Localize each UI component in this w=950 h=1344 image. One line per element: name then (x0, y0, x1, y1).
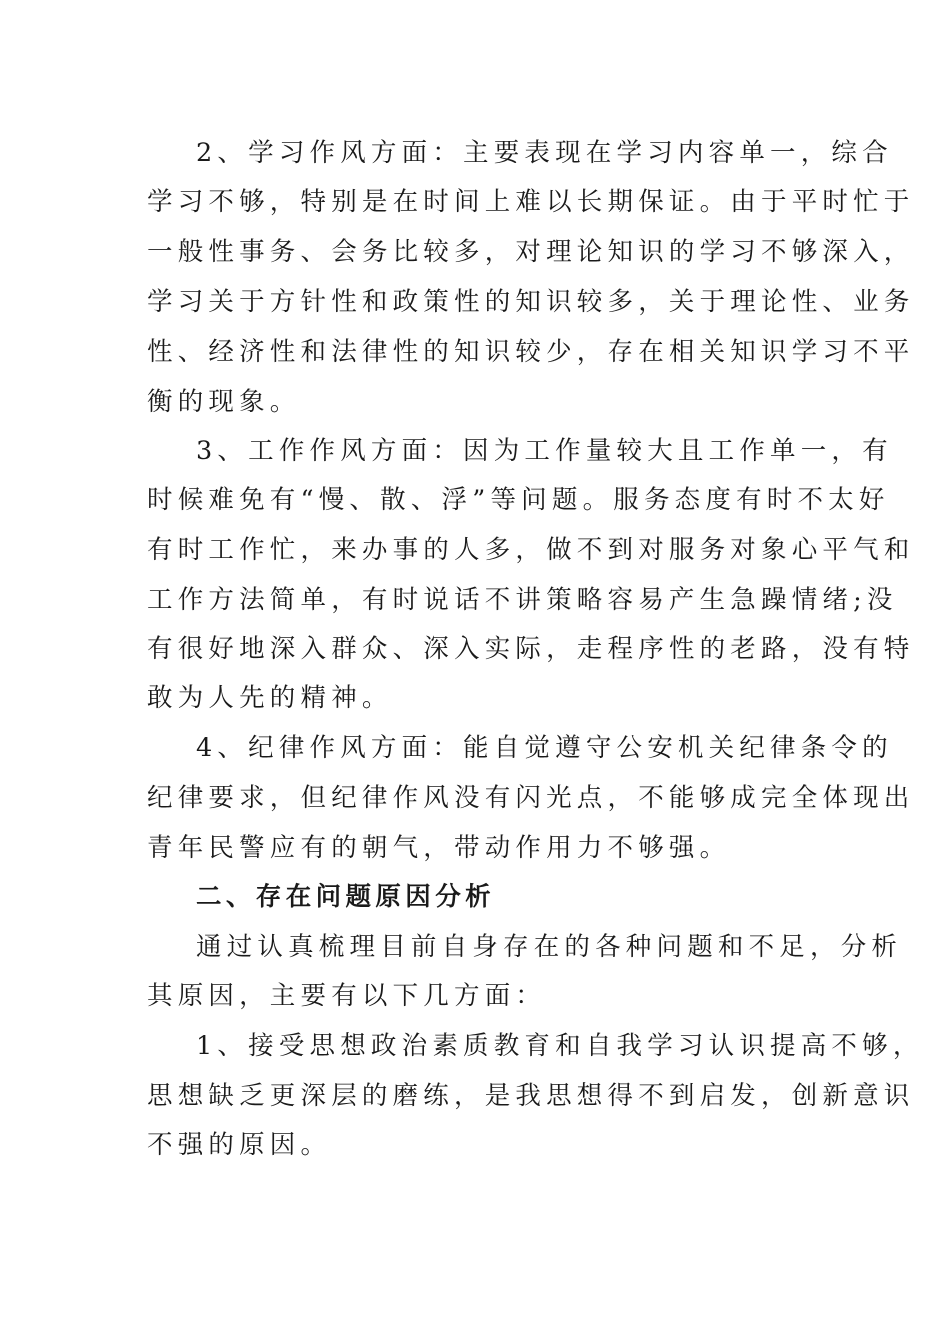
cause-1-line-3: 不强的原因。 (147, 1130, 332, 1160)
paragraph-2-line-4: 学习关于方针性和政策性的知识较多，关于理论性、业务 (147, 287, 915, 317)
paragraph-3-line-4: 工作方法简单，有时说话不讲策略容易产生急躁情绪;没 (147, 585, 898, 615)
paragraph-3-line-6: 敢为人先的精神。 (147, 683, 393, 713)
paragraph-2-line-2: 学习不够，特别是在时间上难以长期保证。由于平时忙于 (147, 187, 915, 217)
paragraph-2-line-5: 性、经济性和法律性的知识较少，存在相关知识学习不平 (147, 337, 915, 367)
paragraph-4-line-2: 纪律要求，但纪律作风没有闪光点，不能够成完全体现出 (147, 783, 915, 813)
paragraph-3-line-5: 有很好地深入群众、深入实际，走程序性的老路，没有特 (147, 634, 915, 664)
paragraph-3-line-2: 时候难免有“慢、散、浮”等问题。服务态度有时不太好 (147, 485, 890, 515)
cause-1-line-1: 1、接受思想政治素质教育和自我学习认识提高不够， (196, 1031, 924, 1061)
cause-1-line-2: 思想缺乏更深层的磨练，是我思想得不到启发，创新意识 (147, 1081, 915, 1111)
paragraph-4-line-1: 4、纪律作风方面：能自觉遵守公安机关纪律条令的 (196, 733, 893, 763)
paragraph-3-line-3: 有时工作忙，来办事的人多，做不到对服务对象心平气和 (147, 535, 915, 565)
paragraph-2-line-6: 衡的现象。 (147, 387, 301, 417)
analysis-intro-line-1: 通过认真梳理目前自身存在的各种问题和不足，分析 (196, 932, 903, 962)
section-heading: 二、存在问题原因分析 (196, 882, 496, 912)
paragraph-3-line-1: 3、工作作风方面：因为工作量较大且工作单一，有 (196, 436, 893, 466)
analysis-intro-line-2: 其原因，主要有以下几方面： (147, 981, 547, 1011)
paragraph-2-line-3: 一般性事务、会务比较多，对理论知识的学习不够深入， (147, 237, 915, 267)
paragraph-2-line-1: 2、学习作风方面：主要表现在学习内容单一，综合 (196, 138, 893, 168)
paragraph-4-line-3: 青年民警应有的朝气，带动作用力不够强。 (147, 833, 731, 863)
